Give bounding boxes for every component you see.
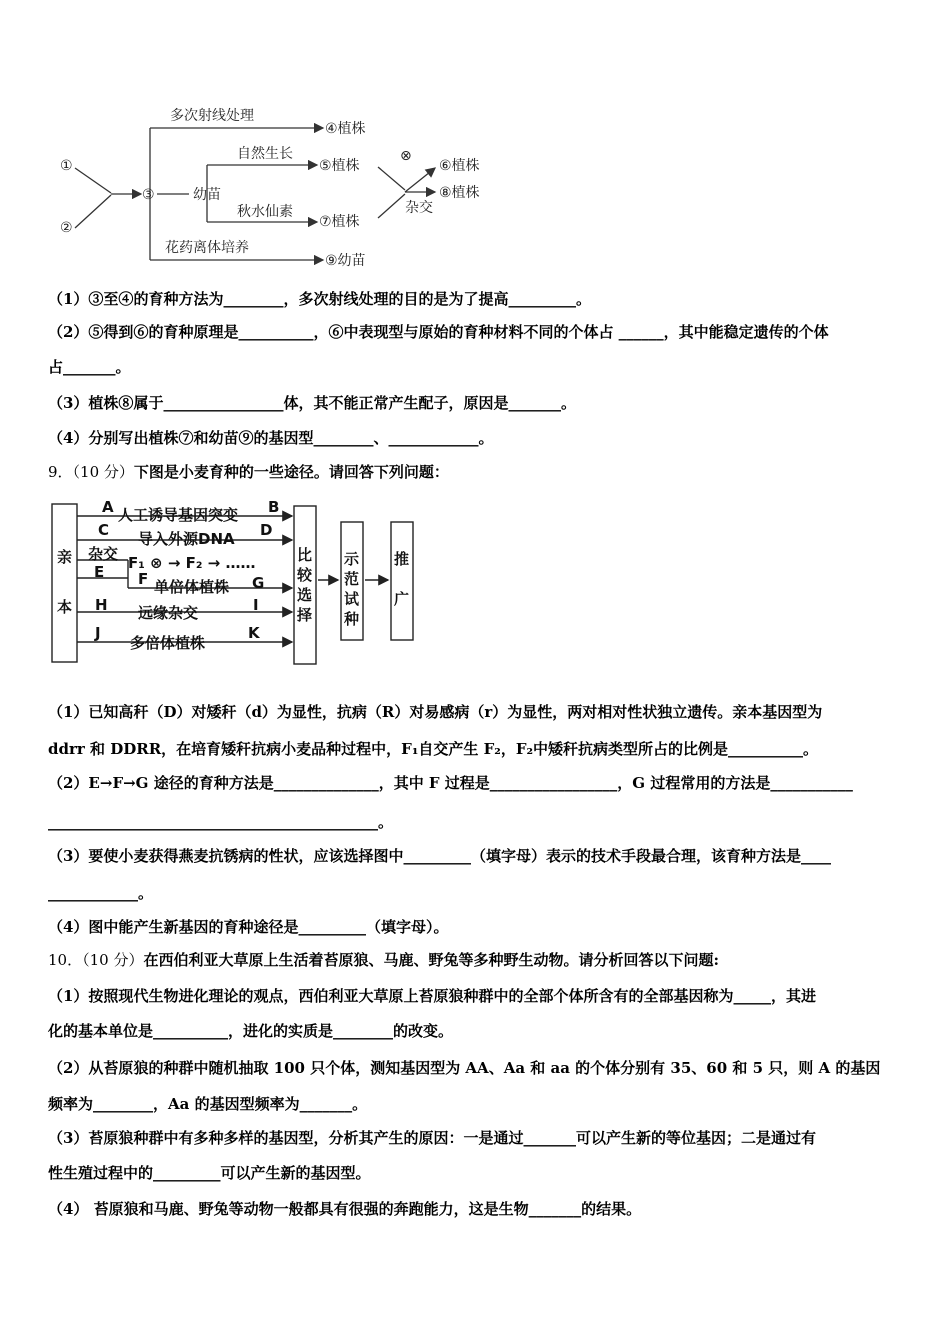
node-seedling-9: ⑨幼苗: [325, 253, 366, 269]
q8-part-1: （1）③至④的育种方法为________，多次射线处理的目的是为了提高_________。: [48, 290, 591, 308]
row-h-text: 远缘杂交: [138, 604, 199, 622]
compare-label-3: 选: [297, 586, 313, 604]
q10-part-2b: 频率为________，Aa 的基因型频率为_______。: [48, 1095, 368, 1113]
q10-part-1a: （1）按照现代生物进化理论的观点，西伯利亚大草原上苔原狼种群中的全部个体所含有的全部基因称为_____，其进: [48, 987, 816, 1005]
q8-part-2a: （2）⑤得到⑥的育种原理是__________，⑥中表现型与原始的育种材料不同的个体占 ______，其中能稳定遗传的个体: [48, 323, 829, 341]
q10-part-3b: 性生殖过程中的_________可以产生新的基因型。: [48, 1164, 371, 1182]
q9-header: [48, 462, 449, 482]
promote-label: 推: [394, 550, 410, 568]
row-a-out: B: [268, 500, 280, 516]
demo-label: 示: [344, 550, 360, 568]
node-plant-8: ⑧植株: [439, 185, 480, 201]
node-plant-4: ④植株: [325, 121, 366, 137]
demo-label-2: 范: [344, 570, 360, 588]
q10-number: 10．（10 分）: [48, 951, 144, 969]
q8-part-4: （4）分别写出植株⑦和幼苗⑨的基因型________、____________。: [48, 429, 494, 447]
q8-part-3: （3）植株⑧属于________________体，其不能正常产生配子，原因是_______。: [48, 394, 576, 412]
row-f-in: F: [138, 570, 149, 588]
promote-label-2: 广: [394, 590, 410, 608]
node-plant-6: ⑥植株: [439, 158, 480, 174]
label-anther-culture: 花药离体培养: [165, 240, 249, 256]
wheat-breeding-diagram: [48, 500, 428, 670]
row-cross-text: F₁ ⊗ → F₂ → ……: [128, 554, 256, 572]
q10-part-2a: （2）从苔原狼的种群中随机抽取 100 只个体，测知基因型为 AA、Aa 和 aa 的个体分别有 35、60 和 5 只，则 A 的基因: [48, 1059, 881, 1077]
label-cross: 杂交: [405, 200, 433, 216]
q9-part-2a: （2）E→F→G 途径的育种方法是______________，其中 F 过程是_________________，G 过程常用的方法是___________: [48, 774, 853, 792]
self-cross-symbol: ⊗: [400, 148, 412, 164]
parent-label-2: 本: [57, 598, 73, 616]
row-c-text: 导入外源DNA: [138, 530, 235, 548]
breeding-diagram-1: [55, 100, 515, 275]
row-i-out: I: [253, 596, 259, 614]
node-2: ②: [60, 220, 73, 236]
node-seedling: 幼苗: [193, 187, 221, 203]
row-k-out: K: [248, 624, 260, 642]
q9-part-3b: ____________。: [48, 884, 154, 902]
row-a-in: A: [102, 500, 114, 516]
row-f-text: 单倍体植株: [154, 578, 230, 596]
row-c-in: C: [98, 521, 110, 539]
q8-part-2b: 占_______。: [48, 358, 131, 376]
row-g-out: G: [252, 574, 265, 592]
compare-label: 比: [297, 546, 313, 564]
label-radiation: 多次射线处理: [170, 108, 254, 124]
node-1: ①: [60, 158, 73, 174]
row-c-out: D: [260, 521, 273, 539]
row-j-text: 多倍体植株: [130, 634, 206, 652]
row-a-text: 人工诱导基因突变: [118, 506, 239, 524]
row-j-in: J: [95, 624, 101, 642]
row-cross-in: 杂交: [88, 545, 119, 563]
box-parent: [52, 504, 77, 662]
demo-label-4: 种: [344, 610, 360, 628]
node-plant-7: ⑦植株: [319, 214, 360, 230]
box-promote: [391, 522, 413, 640]
q9-stem: 下图是小麦育种的一些途径。请回答下列问题：: [133, 463, 449, 481]
q10-part-1b: 化的基本单位是__________，进化的实质是________的改变。: [48, 1022, 454, 1040]
q10-stem: 在西伯利亚大草原上生活着苔原狼、马鹿、野兔等多种野生动物。请分析回答以下问题:: [143, 951, 719, 969]
row-h-in: H: [95, 596, 108, 614]
parent-label: 亲: [57, 548, 73, 566]
q9-part-3a: （3）要使小麦获得燕麦抗锈病的性状，应该选择图中_________（填字母）表示的技术手段最合理，该育种方法是____: [48, 847, 831, 865]
label-colchicine: 秋水仙素: [237, 204, 293, 220]
q9-number: 9．（10 分）: [48, 463, 134, 481]
q10-header: [48, 950, 719, 970]
row-e-in: E: [94, 563, 105, 581]
box-compare: [294, 506, 316, 664]
q9-part-1b: ddrr 和 DDRR，在培育矮秆抗病小麦品种过程中，F₁自交产生 F₂，F₂中矮秆抗病类型所占的比例是__________。: [48, 740, 819, 758]
q9-part-4: （4）图中能产生新基因的育种途径是_________（填字母）。: [48, 918, 449, 936]
q10-part-4: （4） 苔原狼和马鹿、野兔等动物一般都具有很强的奔跑能力，这是生物_______的结果。: [48, 1200, 642, 1218]
demo-label-3: 试: [344, 590, 360, 608]
label-natural-growth: 自然生长: [237, 146, 293, 162]
compare-label-2: 较: [297, 566, 313, 584]
q10-part-3a: （3）苔原狼种群中有多种多样的基因型，分析其产生的原因：一是通过_______可以产生新的等位基因；二是通过有: [48, 1129, 816, 1147]
q9-part-1a: （1）已知高秆（D）对矮秆（d）为显性，抗病（R）对易感病（r）为显性，两对相对性状独立遗传。亲本基因型为: [48, 703, 823, 721]
compare-label-4: 择: [297, 606, 313, 624]
node-3: ③: [142, 187, 155, 203]
q9-part-2b: ____________________________________________。: [48, 813, 394, 831]
node-plant-5: ⑤植株: [319, 158, 360, 174]
